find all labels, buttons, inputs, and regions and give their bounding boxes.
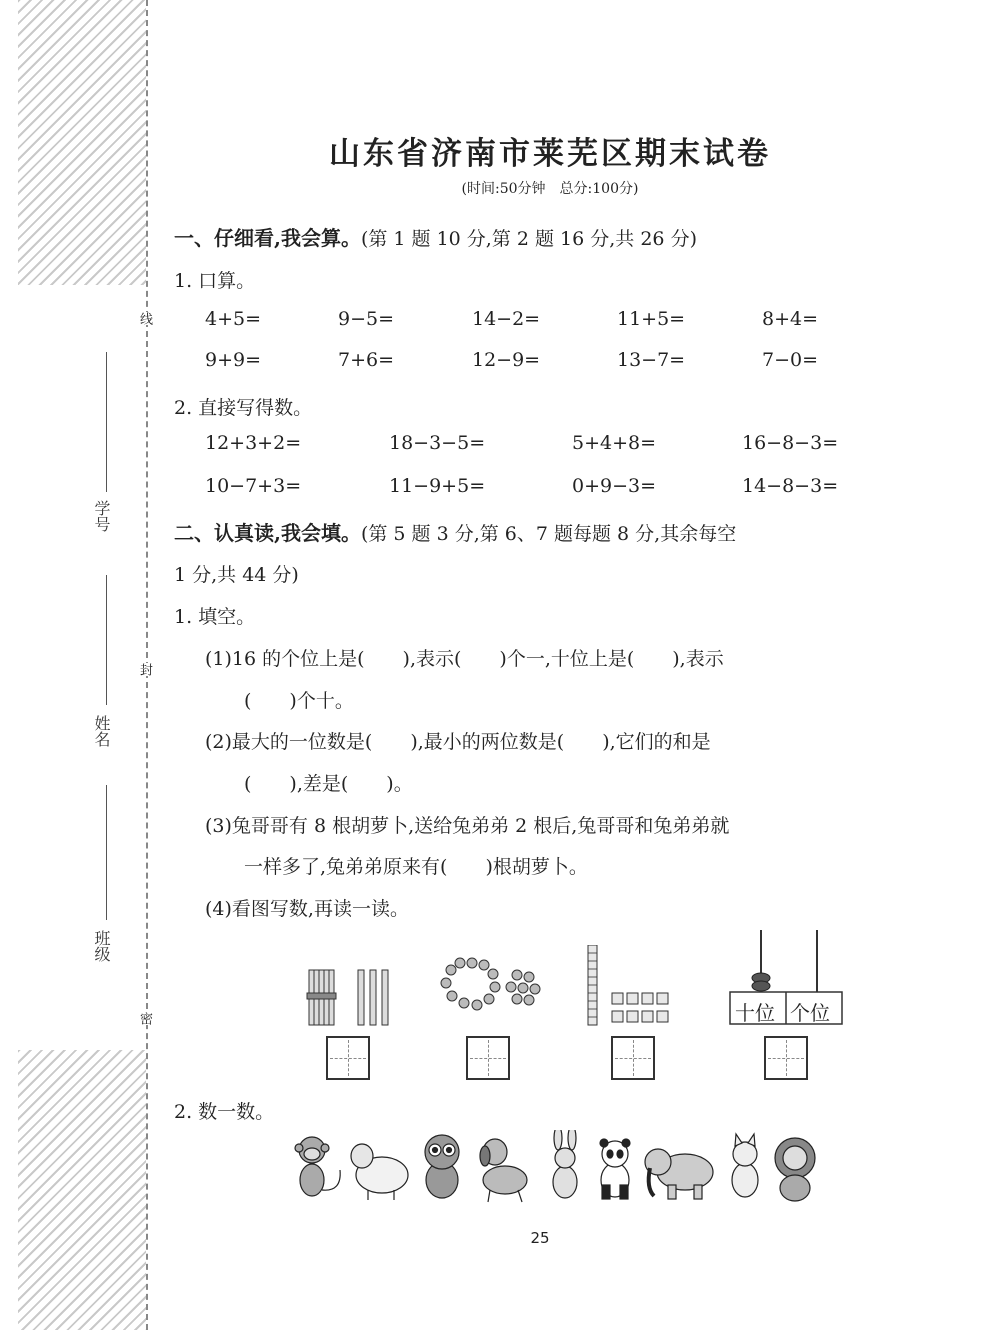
section2-heading	[174, 517, 736, 546]
blocks-figure	[580, 945, 690, 1030]
section1-heading	[174, 222, 697, 251]
monkey-icon	[295, 1137, 340, 1196]
calc-item: 9−5=	[338, 308, 395, 330]
class-line	[106, 785, 107, 920]
calc-item: 4+5=	[205, 308, 262, 330]
calc-item: 18−3−5=	[389, 432, 486, 454]
cat-icon	[732, 1134, 758, 1197]
sheep-icon	[351, 1144, 408, 1200]
calc-item: 16−8−3=	[742, 432, 839, 454]
name-label: 姓名	[92, 715, 111, 747]
calc-item: 0+9−3=	[572, 475, 657, 497]
section2-note-cont: 1 分,共 44 分)	[174, 564, 299, 586]
q2-label: 2. 直接写得数。	[174, 397, 313, 419]
seal-char-secret: 密	[137, 1012, 152, 1025]
calc-item: 13−7=	[617, 349, 686, 371]
section2-title: 二、认真读,我会填。	[174, 521, 361, 545]
student-id-label: 学号	[92, 500, 111, 532]
item2-line1: (2)最大的一位数是( ),最小的两位数是( ),它们的和是	[205, 731, 711, 753]
section1-title: 一、仔细看,我会算。	[174, 226, 361, 250]
rabbit-icon	[553, 1130, 577, 1198]
seal-char-line: 线	[137, 312, 152, 325]
calc-item: 9+9=	[205, 349, 262, 371]
calc-item: 14−2=	[472, 308, 541, 330]
page-subtitle: (时间:50分钟 总分:100分)	[461, 181, 639, 197]
calc-item: 11+5=	[617, 308, 686, 330]
owl-icon	[425, 1135, 459, 1198]
answer-box[interactable]	[764, 1036, 808, 1080]
item2-line2: ( ),差是( )。	[244, 773, 413, 795]
section1-note: (第 1 题 10 分,第 2 题 16 分,共 26 分)	[360, 228, 697, 250]
name-line	[106, 575, 107, 705]
margin-hatch-bottom	[18, 1050, 146, 1330]
item1-line2: ( )个十。	[244, 690, 354, 712]
abacus-ones-label: 个位	[790, 1001, 830, 1025]
calc-item: 7+6=	[338, 349, 395, 371]
abacus-tens-label: 十位	[735, 1001, 775, 1025]
panda-icon	[600, 1139, 630, 1199]
sticks-figure	[300, 965, 400, 1030]
calc-item: 11−9+5=	[389, 475, 486, 497]
item4-label: (4)看图写数,再读一读。	[205, 898, 409, 920]
item3-line2: 一样多了,兔弟弟原来有( )根胡萝卜。	[244, 856, 588, 878]
page-title: 山东省济南市莱芜区期末试卷	[329, 136, 771, 172]
q1-label: 1. 口算。	[174, 270, 256, 292]
calc-item: 7−0=	[762, 349, 819, 371]
item1-line1: (1)16 的个位上是( ),表示( )个一,十位上是( ),表示	[205, 648, 724, 670]
page-number: 25	[530, 1229, 550, 1247]
class-label: 班级	[92, 930, 111, 962]
fill-blank-label: 1. 填空。	[174, 606, 256, 628]
student-id-line	[106, 352, 107, 492]
answer-box[interactable]	[611, 1036, 655, 1080]
count-label: 2. 数一数。	[174, 1101, 275, 1123]
elephant-icon	[645, 1149, 713, 1199]
calc-item: 12+3+2=	[205, 432, 302, 454]
dog-icon	[480, 1139, 527, 1202]
animals-row	[290, 1130, 835, 1205]
answer-box[interactable]	[326, 1036, 370, 1080]
lion-icon	[775, 1138, 815, 1201]
answer-box[interactable]	[466, 1036, 510, 1080]
calc-item: 14−8−3=	[742, 475, 839, 497]
calc-item: 10−7+3=	[205, 475, 302, 497]
beads-figure	[437, 955, 547, 1025]
calc-item: 8+4=	[762, 308, 819, 330]
calc-item: 5+4+8=	[572, 432, 657, 454]
seal-char-seal: 封	[137, 663, 152, 676]
section2-note: (第 5 题 3 分,第 6、7 题每题 8 分,其余每空	[360, 523, 737, 545]
calc-item: 12−9=	[472, 349, 541, 371]
item3-line1: (3)兔哥哥有 8 根胡萝卜,送给兔弟弟 2 根后,兔哥哥和兔弟弟就	[205, 815, 730, 837]
